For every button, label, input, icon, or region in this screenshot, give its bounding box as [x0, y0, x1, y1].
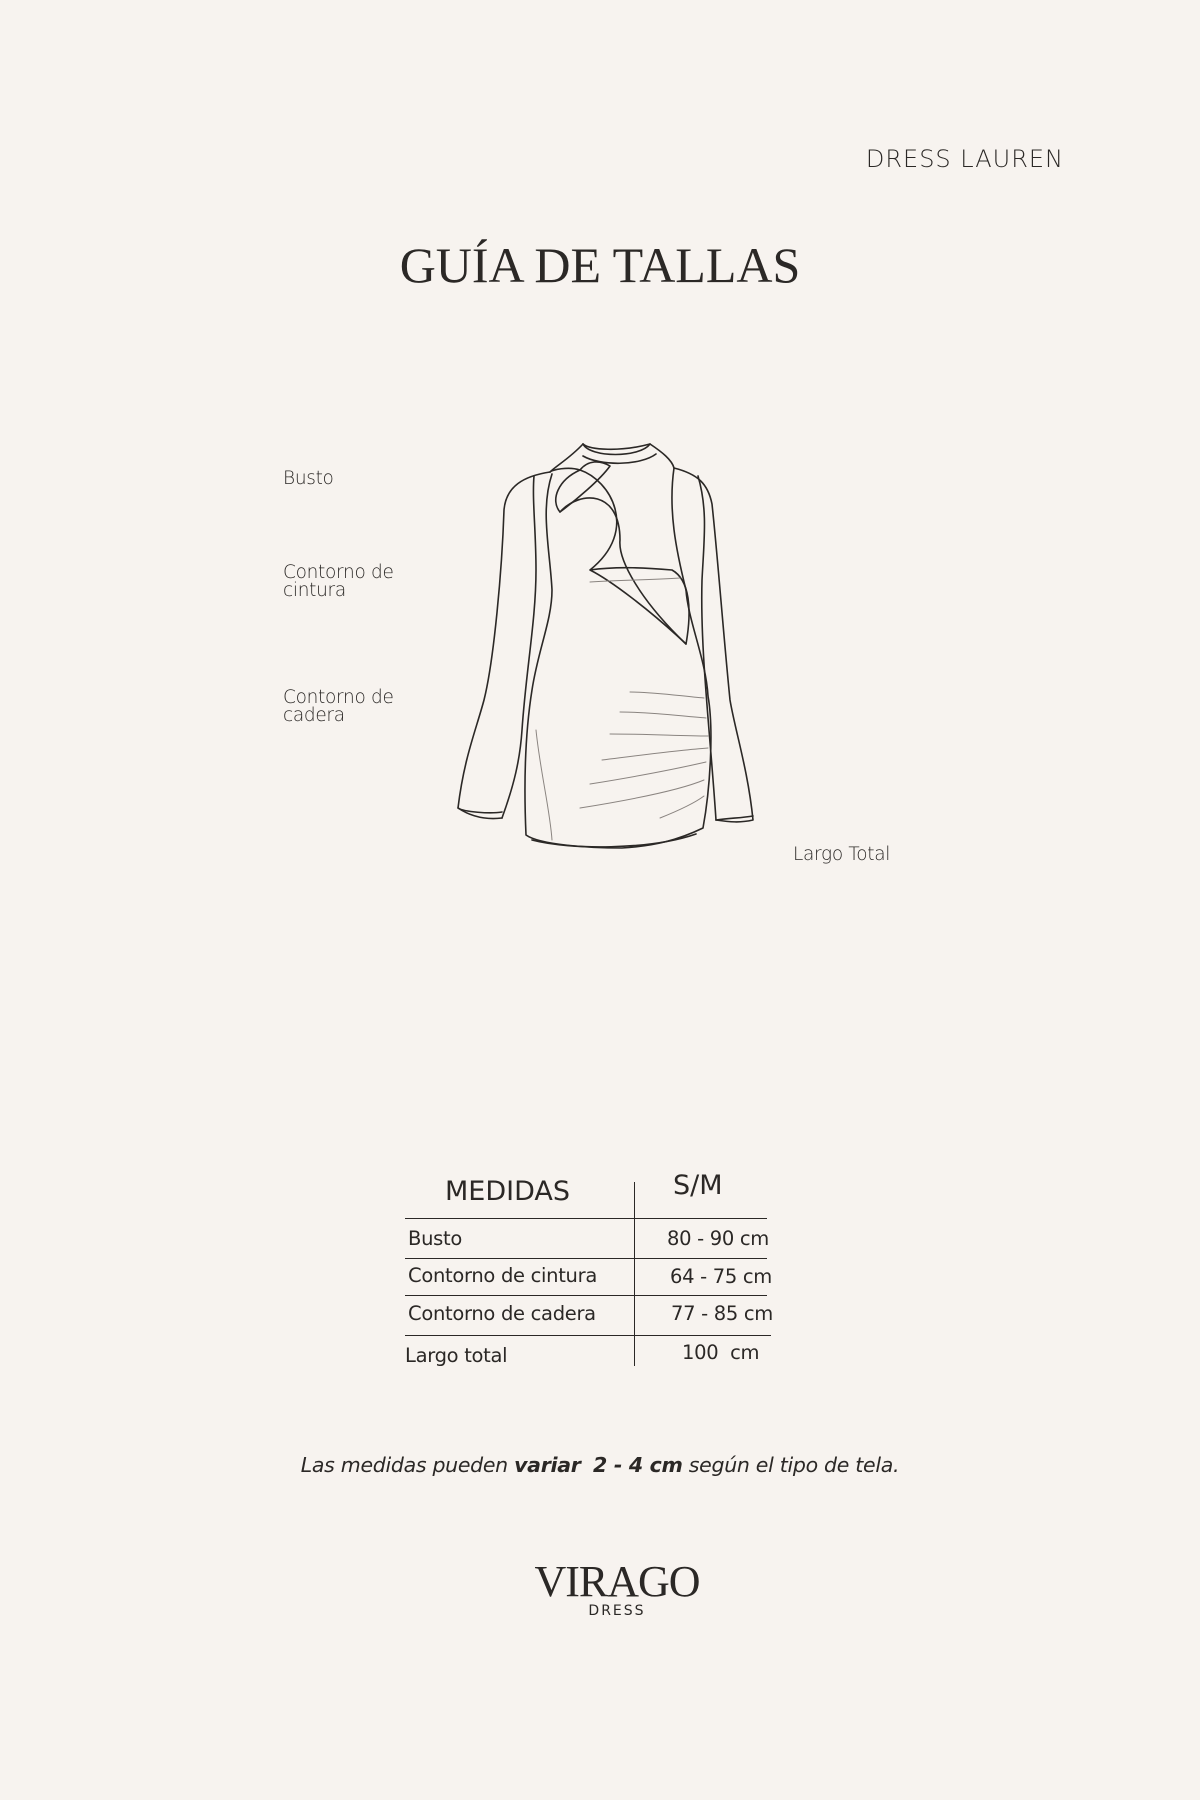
table-rule — [405, 1295, 767, 1296]
table-cell: 77 - 85 cm — [671, 1302, 773, 1325]
table-rule — [405, 1335, 771, 1336]
table-divider-vertical — [634, 1182, 635, 1366]
brand-logo: VIRAGO — [534, 1557, 700, 1606]
measurement-note — [0, 1453, 1200, 1477]
length-label: Largo Total — [793, 844, 891, 865]
table-cell: Busto — [408, 1227, 462, 1250]
hip-label: Contorno de cadera — [283, 687, 394, 726]
table-cell: 64 - 75 cm — [670, 1265, 772, 1288]
table-header-measures: MEDIDAS — [445, 1176, 571, 1207]
dress-diagram — [440, 430, 770, 900]
table-cell: Contorno de cintura — [408, 1264, 597, 1287]
size-table — [405, 1168, 775, 1368]
bust-label: Busto — [283, 468, 334, 489]
note-text: Las medidas pueden — [300, 1453, 515, 1477]
table-rule — [405, 1218, 767, 1219]
table-rule — [405, 1258, 767, 1259]
waist-label: Contorno de cintura — [283, 562, 394, 601]
note-text — [581, 1453, 593, 1477]
page-title: GUÍA DE TALLAS — [399, 237, 801, 293]
note-bold: 2 - 4 cm — [593, 1453, 683, 1477]
table-cell: Largo total — [405, 1344, 508, 1367]
table-cell: Contorno de cadera — [408, 1302, 596, 1325]
note-bold: variar — [514, 1453, 581, 1477]
table-cell: 80 - 90 cm — [667, 1227, 769, 1250]
note-text: según el tipo de tela. — [682, 1453, 900, 1477]
brand-subtitle: DRESS — [588, 1603, 646, 1619]
table-cell: 100 cm — [682, 1341, 760, 1364]
product-name: DRESS LAUREN — [865, 145, 1064, 173]
table-header-size: S/M — [673, 1170, 723, 1201]
